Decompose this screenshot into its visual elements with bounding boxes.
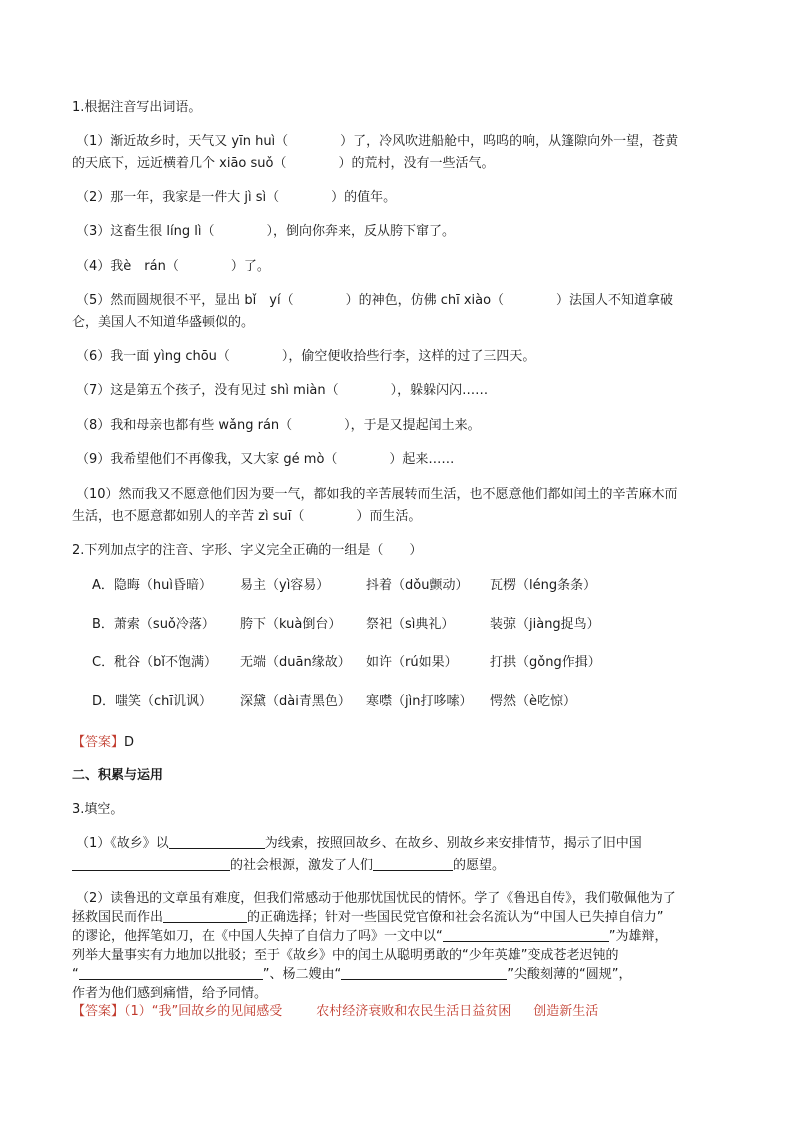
q2-option-b-1: B．萧索（suǒ冷落） <box>92 617 215 632</box>
q2-option-d-3: 寒噤（jìn打哆嗦） <box>366 694 473 709</box>
q3-p1-text-a: （1）《故乡》以 <box>76 836 169 851</box>
q1-title: 1.根据注音写出词语。 <box>72 100 202 115</box>
q3-p2-text-2a: 拯救国民而作出 <box>72 910 164 925</box>
q1-item-3: （3）这畜生很 líng lì（ ），倒向你奔来，反从胯下窜了。 <box>76 224 455 239</box>
q3-p1-line2 <box>72 856 732 876</box>
q2-option-c-2: 无端（duān缘故） <box>240 655 351 670</box>
q3-answer-part-1: （1）“我”回故乡的见闻感受 <box>124 1004 283 1019</box>
q3-p2-text-3b: ”为雄辩， <box>608 929 668 944</box>
q3-blank-6[interactable] <box>79 965 263 980</box>
q3-blank-4[interactable] <box>163 908 247 923</box>
q2-option-d-4: 愕然（è吃惊） <box>490 694 576 709</box>
q3-blank-7[interactable] <box>341 965 507 980</box>
q1-item-5a: （5）然而圆规很不平，显出 bǐ yí（ ）的神色，仿佛 chī xiào（ ）法国人不知道拿破 <box>76 293 674 308</box>
q2-option-a-2: 易主（yì容易） <box>240 578 330 593</box>
q1-item-10b: 生活，也不愿意都如别人的辛苦 zì suī（ ）而生活。 <box>72 509 422 524</box>
q1-item-5b: 仑，美国人不知道华盛顿似的。 <box>72 315 255 330</box>
q3-p1-text-d: 的愿望。 <box>453 858 506 873</box>
q2-option-d-2: 深黛（dài青黑色） <box>240 694 351 709</box>
q3-p2-line6: 作者为他们感到痛惜，给予同情。 <box>72 986 268 1001</box>
q2-answer-label: 【答案】 <box>72 735 125 750</box>
section-heading: 二、积累与运用 <box>72 768 164 783</box>
q2-option-a-4: 瓦楞（léng条条） <box>490 578 597 593</box>
q3-p2-line1: （2）读鲁迅的文章虽有难度，但我们常感动于他那忧国忧民的情怀。学了《鲁迅自传》，我们敬佩他为了 <box>76 891 676 906</box>
q1-item-6: （6）我一面 yìng chōu（ ），偷空便收拾些行李，这样的过了三四天。 <box>76 349 536 364</box>
q3-answer-label: 【答案】 <box>72 1004 125 1019</box>
q3-answer <box>72 1002 732 1022</box>
q3-blank-5[interactable] <box>443 927 609 942</box>
q2-option-d-1: D．嗤笑（chī讥讽） <box>92 694 213 709</box>
q1-item-7: （7）这是第五个孩子，没有见过 shì miàn（ ），躲躲闪闪…… <box>76 383 489 398</box>
q1-item-9: （9）我希望他们不再像我，又大家 gé mò（ ）起来…… <box>76 452 455 467</box>
q3-p2-text-2b: 的正确选择；针对一些国民党官僚和社会名流认为“中国人已失掉自信力” <box>247 910 664 925</box>
q2-option-c-4: 打拱（gǒng作揖） <box>490 655 601 670</box>
q3-p2-line3 <box>72 927 732 947</box>
q3-p2-line2 <box>72 908 732 928</box>
q3-title: 3.填空。 <box>72 802 124 817</box>
q2-answer-value: D <box>124 735 135 750</box>
q1-item-2: （2）那一年，我家是一件大 jì sì（ ）的值年。 <box>76 190 397 205</box>
q2-option-b-3: 祭祀（sì典礼） <box>366 617 455 632</box>
q2-title: 2.下列加点字的注音、字形、字义完全正确的一组是（ ） <box>72 543 423 558</box>
q3-p2-text-5b: ”、杨二嫂由“ <box>262 967 342 982</box>
q3-p1-line1 <box>76 834 736 854</box>
q2-option-c-3: 如许（rú如果） <box>366 655 458 670</box>
q1-item-1b: 的天底下，远近横着几个 xiāo suǒ（ ）的荒村，没有一些活气。 <box>72 156 495 171</box>
q3-p1-text-c: 的社会根源，激发了人们 <box>230 858 374 873</box>
q2-option-b-2: 胯下（kuà倒台） <box>240 617 342 632</box>
q1-item-10a: （10）然而我又不愿意他们因为要一气，都如我的辛苦展转而生活，也不愿意他们都如闰土的辛苦麻木而 <box>76 487 678 502</box>
q2-option-c-1: C．秕谷（bǐ不饱满） <box>92 655 217 670</box>
q1-item-1a: （1）渐近故乡时，天气又 yīn huì（ ）了，冷风吹进船舱中，呜呜的响，从篷隙向外一望，苍黄 <box>76 134 679 149</box>
q2-option-a-3: 抖着（dǒu颤动） <box>366 578 469 593</box>
q1-item-4: （4）我è rán（ ）了。 <box>76 259 270 274</box>
q3-answer-part-3: 创造新生活 <box>533 1004 599 1019</box>
q3-p1-text-b: 为线索，按照回故乡、在故乡、别故乡来安排情节，揭示了旧中国 <box>264 836 642 851</box>
q3-p2-text-3a: 的谬论，他挥笔如刀，在《中国人失掉了自信力了吗》一文中以“ <box>72 929 443 944</box>
q1-item-8: （8）我和母亲也都有些 wǎng rán（ ），于是又提起闰土来。 <box>76 418 481 433</box>
q3-blank-2[interactable] <box>72 856 230 871</box>
q3-p2-line4: 列举大量事实有力地加以批驳；至于《故乡》中的闰土从聪明勇敢的“少年英雄”变成苍老迟钝的 <box>72 948 619 963</box>
q2-answer <box>72 733 732 753</box>
q3-p2-line5 <box>72 965 732 985</box>
q3-answer-part-2: 农村经济衰败和农民生活日益贫困 <box>316 1004 512 1019</box>
q3-p2-text-5a: “ <box>72 967 79 982</box>
q3-blank-3[interactable] <box>373 856 453 871</box>
q2-option-b-4: 装弶（jiàng捉鸟） <box>490 617 600 632</box>
q3-p2-text-5c: ”尖酸刻薄的“圆规”， <box>507 967 632 982</box>
q3-blank-1[interactable] <box>169 834 265 849</box>
q2-option-a-1: A．隐晦（huì昏暗） <box>92 578 212 593</box>
